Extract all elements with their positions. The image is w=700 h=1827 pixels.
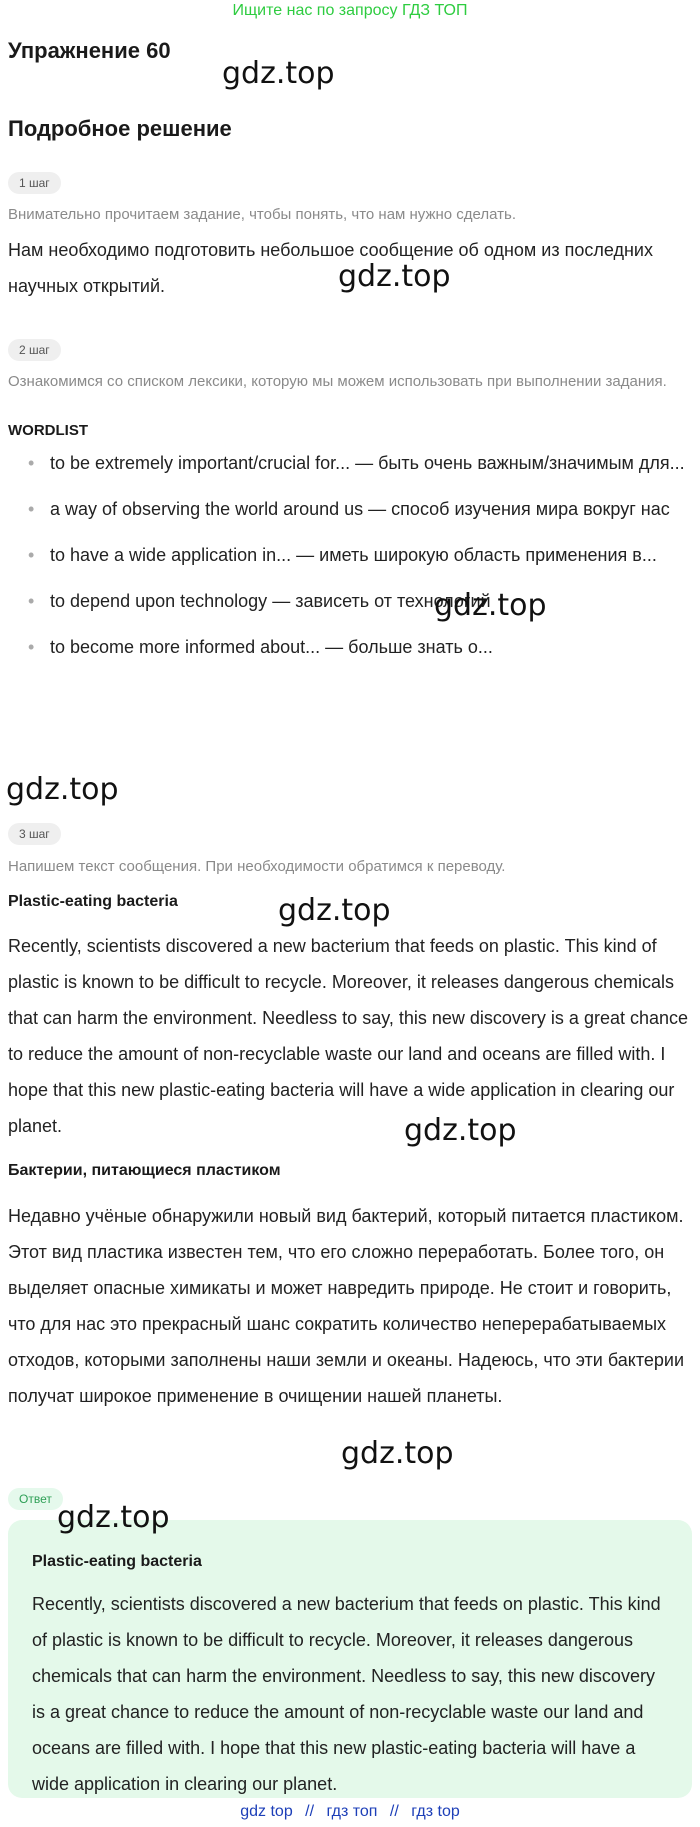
list-item <box>8 629 688 665</box>
top-search-link[interactable]: Ищите нас по запросу ГДЗ ТОП <box>232 2 468 19</box>
russian-text: Недавно учёные обнаружили новый вид бактерий, который питается пластиком. Этот вид пластика известен тем, что его сложно переработать. Более того, он выделяет опасные химикаты и может навредить природе. Не стоит и говорить, что для нас это прекрасный шанс сократить количество неперерабатываемых отходов, которыми заполнены наши земли и океаны. Надеюсь, что эти бактерии получат широкое применение в очищении нашей планеты. <box>8 1206 685 1406</box>
answer-badge: Ответ <box>8 1488 63 1510</box>
footer-separator: // <box>305 1803 315 1820</box>
bullet-icon: • <box>28 453 35 473</box>
bullet-icon: • <box>28 637 35 657</box>
bullet-icon: • <box>28 545 35 565</box>
watermark: gdz.top <box>278 893 391 928</box>
footer-link-gdz-top[interactable]: gdz top <box>240 1803 293 1820</box>
wordlist <box>8 445 688 675</box>
answer-heading: Plastic-eating bacteria <box>32 1553 202 1570</box>
list-item-text: to depend upon technology — зависеть от технологий <box>50 591 491 611</box>
english-text: Recently, scientists discovered a new bacterium that feeds on plastic. This kind of plastic is known to be difficult to recycle. Moreover, it releases dangerous chemicals that can harm the environment. Needless to say, this new discovery is a great chance to reduce the amount of non-recyclable waste our land and oceans are filled with. I hope that this new plastic-eating bacteria will have a wide application in clearing our planet. <box>8 936 689 1136</box>
exercise-title: Упражнение 60 <box>8 38 171 63</box>
footer-link-gdz-top-mixed[interactable]: гдз top <box>411 1803 460 1820</box>
answer-text: Recently, scientists discovered a new bacterium that feeds on plastic. This kind of plastic is known to be difficult to recycle. Moreover, it releases dangerous chemicals that can harm the environment. Needless to say, this new discovery is a great chance to reduce the amount of non-recyclable waste our land and oceans are filled with. I hope that this new plastic-eating bacteria will have a wide application in clearing our planet. <box>32 1594 661 1794</box>
step-3-hint: Напишем текст сообщения. При необходимости обратимся к переводу. <box>8 858 506 875</box>
list-item <box>8 491 688 527</box>
watermark: gdz.top <box>57 1500 170 1535</box>
step-2-badge: 2 шаг <box>8 339 61 361</box>
watermark: gdz.top <box>222 56 335 91</box>
watermark: gdz.top <box>404 1113 517 1148</box>
step-3-badge: 3 шаг <box>8 823 61 845</box>
wordlist-heading: WORDLIST <box>8 422 88 439</box>
step-1-badge: 1 шаг <box>8 172 61 194</box>
step-1-hint: Внимательно прочитаем задание, чтобы понять, что нам нужно сделать. <box>8 206 517 223</box>
bullet-icon: • <box>28 499 35 519</box>
list-item-text: to have a wide application in... — иметь широкую область применения в... <box>50 545 657 565</box>
list-item <box>8 445 688 481</box>
watermark: gdz.top <box>338 259 451 294</box>
list-item-text: to be extremely important/crucial for... — быть очень важным/значимым для... <box>50 453 685 473</box>
footer-link-gdz-top-ru[interactable]: гдз топ <box>326 1803 378 1820</box>
step-2-hint: Ознакомимся со списком лексики, которую мы можем использовать при выполнении задания. <box>8 373 667 390</box>
watermark: gdz.top <box>434 588 547 623</box>
watermark: gdz.top <box>341 1436 454 1471</box>
list-item-text: to become more informed about... — больше знать о... <box>50 637 493 657</box>
list-item <box>8 583 688 619</box>
russian-text-heading: Бактерии, питающиеся пластиком <box>8 1162 281 1179</box>
footer-links <box>0 1800 700 1824</box>
solution-title: Подробное решение <box>8 116 232 141</box>
english-text-heading: Plastic-eating bacteria <box>8 893 178 910</box>
watermark: gdz.top <box>6 772 119 807</box>
footer-separator: // <box>389 1803 399 1820</box>
step-1-text: Нам необходимо подготовить небольшое сообщение об одном из последних научных открытий. <box>8 240 653 296</box>
bullet-icon: • <box>28 591 35 611</box>
list-item-text: a way of observing the world around us — способ изучения мира вокруг нас <box>50 499 670 519</box>
list-item <box>8 537 688 573</box>
